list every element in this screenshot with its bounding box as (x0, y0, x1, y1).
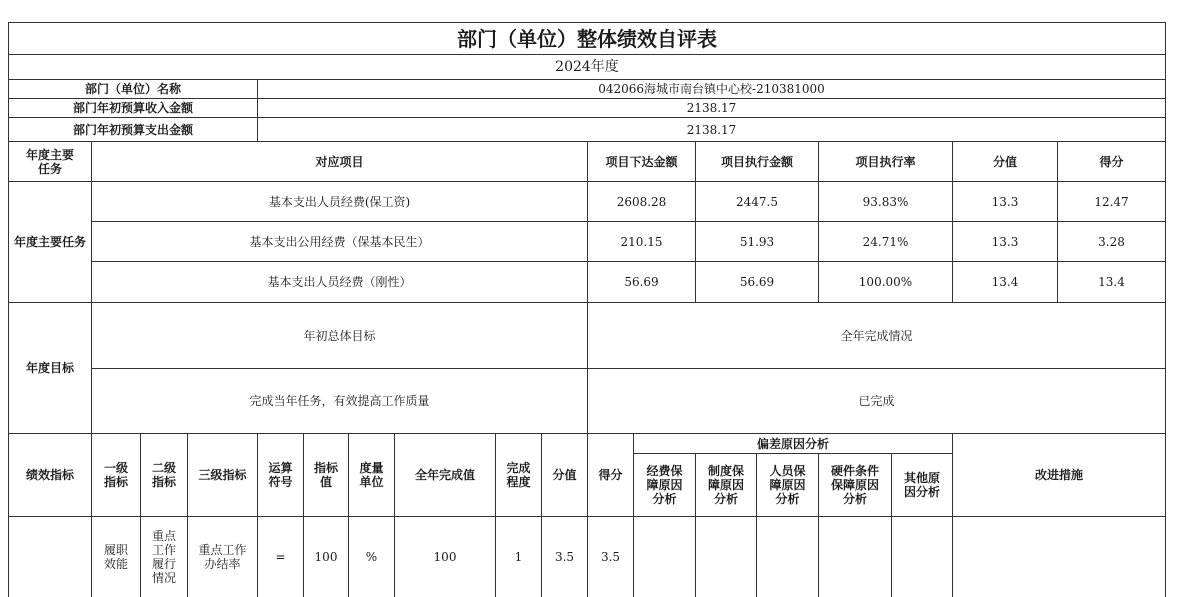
page-title: 部门（单位）整体绩效自评表 (457, 26, 717, 51)
ind-header-actual: 全年完成值 (414, 468, 475, 482)
task-row-1-score-value: 13.3 (991, 194, 1019, 209)
ind-row-1-target: 100 (314, 550, 338, 564)
ind-header-level3: 三级指标 (198, 468, 247, 482)
ind-row-1-completion: 1 (514, 550, 523, 564)
tasks-section-label: 年度主要任务 (13, 235, 86, 249)
task-row-3-score-value: 13.4 (991, 275, 1019, 289)
ind-header-operator: 运算符号 (268, 461, 293, 489)
tasks-header-item: 对应项目 (315, 154, 364, 169)
task-row-2-item: 基本支出公用经费（保基本民生） (249, 234, 430, 249)
ind-header-unit: 度量单位 (359, 461, 384, 489)
grid-line (1165, 22, 1166, 597)
task-row-1-issued: 2608.28 (616, 194, 667, 209)
income-label: 部门年初预算收入金额 (72, 101, 193, 115)
tasks-header-issued: 项目下达金额 (605, 154, 678, 169)
task-row-2-score-value: 13.3 (991, 234, 1019, 249)
ind-header-target: 指标值 (313, 461, 338, 489)
indicators-section-label: 绩效指标 (25, 468, 74, 482)
goals-left-value: 完成当年任务，有效提高工作质量 (249, 394, 430, 408)
ind-header-dev-hardware: 硬件条件保障原因分析 (830, 464, 879, 506)
ind-row-1-level3: 重点工作办结率 (198, 543, 247, 571)
task-row-3-executed: 56.69 (739, 275, 775, 289)
ind-row-1-actual: 100 (433, 550, 457, 564)
ind-row-1-score-value: 3.5 (554, 550, 575, 564)
ind-header-improve: 改进措施 (1034, 468, 1083, 482)
ind-header-dev-staff: 人员保障原因分析 (769, 464, 806, 506)
ind-header-score: 得分 (598, 468, 623, 482)
task-row-2-issued: 210.15 (620, 234, 663, 249)
tasks-header-executed: 项目执行金额 (720, 154, 793, 169)
task-row-1-score: 12.47 (1094, 194, 1129, 209)
task-row-2-executed: 51.93 (739, 234, 775, 249)
task-row-2-rate: 24.71% (862, 234, 909, 249)
ind-row-1-level1: 履职效能 (103, 543, 128, 571)
ind-header-completion: 完成程度 (506, 461, 531, 489)
tasks-header-score: 得分 (1099, 154, 1124, 169)
expense-value: 2138.17 (686, 122, 737, 137)
tasks-header-score-value: 分值 (992, 154, 1017, 169)
ind-row-1-operator: = (275, 550, 286, 564)
task-row-3-issued: 56.69 (624, 275, 659, 289)
tasks-header-task: 年度主要任务 (25, 147, 74, 176)
goals-right-value: 已完成 (858, 394, 895, 408)
ind-row-1-score: 3.5 (600, 550, 621, 564)
income-value: 2138.17 (686, 101, 737, 115)
ind-header-dev-system: 制度保障原因分析 (707, 464, 744, 506)
task-row-3-score: 13.4 (1098, 275, 1125, 289)
task-row-1-executed: 2447.5 (736, 194, 778, 209)
ind-header-dev-funding: 经费保障原因分析 (646, 464, 683, 506)
goals-left-header: 年初总体目标 (303, 328, 376, 343)
unit-name-value: 042066海城市南台镇中心校-210381000 (598, 82, 825, 96)
goals-right-header: 全年完成情况 (840, 328, 913, 343)
goals-label: 年度目标 (25, 361, 74, 375)
task-row-3-rate: 100.00% (858, 275, 913, 289)
expense-label: 部门年初预算支出金额 (72, 122, 193, 137)
ind-row-1-level2: 重点工作履行情况 (151, 529, 176, 585)
task-row-3-item: 基本支出人员经费（刚性） (267, 275, 412, 289)
task-row-1-item: 基本支出人员经费(保工资) (268, 194, 411, 209)
ind-header-dev-other: 其他原因分析 (903, 471, 940, 499)
ind-header-deviation: 偏差原因分析 (756, 436, 829, 451)
ind-header-score-value: 分值 (552, 468, 577, 482)
unit-name-label: 部门（单位）名称 (84, 82, 181, 96)
task-row-1-rate: 93.83% (862, 194, 909, 209)
ind-header-level1: 一级指标 (103, 461, 128, 489)
task-row-2-score: 3.28 (1098, 234, 1125, 249)
fiscal-year: 2024年度 (555, 59, 619, 75)
ind-header-level2: 二级指标 (151, 461, 176, 489)
ind-row-1-unit: % (365, 550, 378, 564)
tasks-header-rate: 项目执行率 (855, 154, 916, 169)
